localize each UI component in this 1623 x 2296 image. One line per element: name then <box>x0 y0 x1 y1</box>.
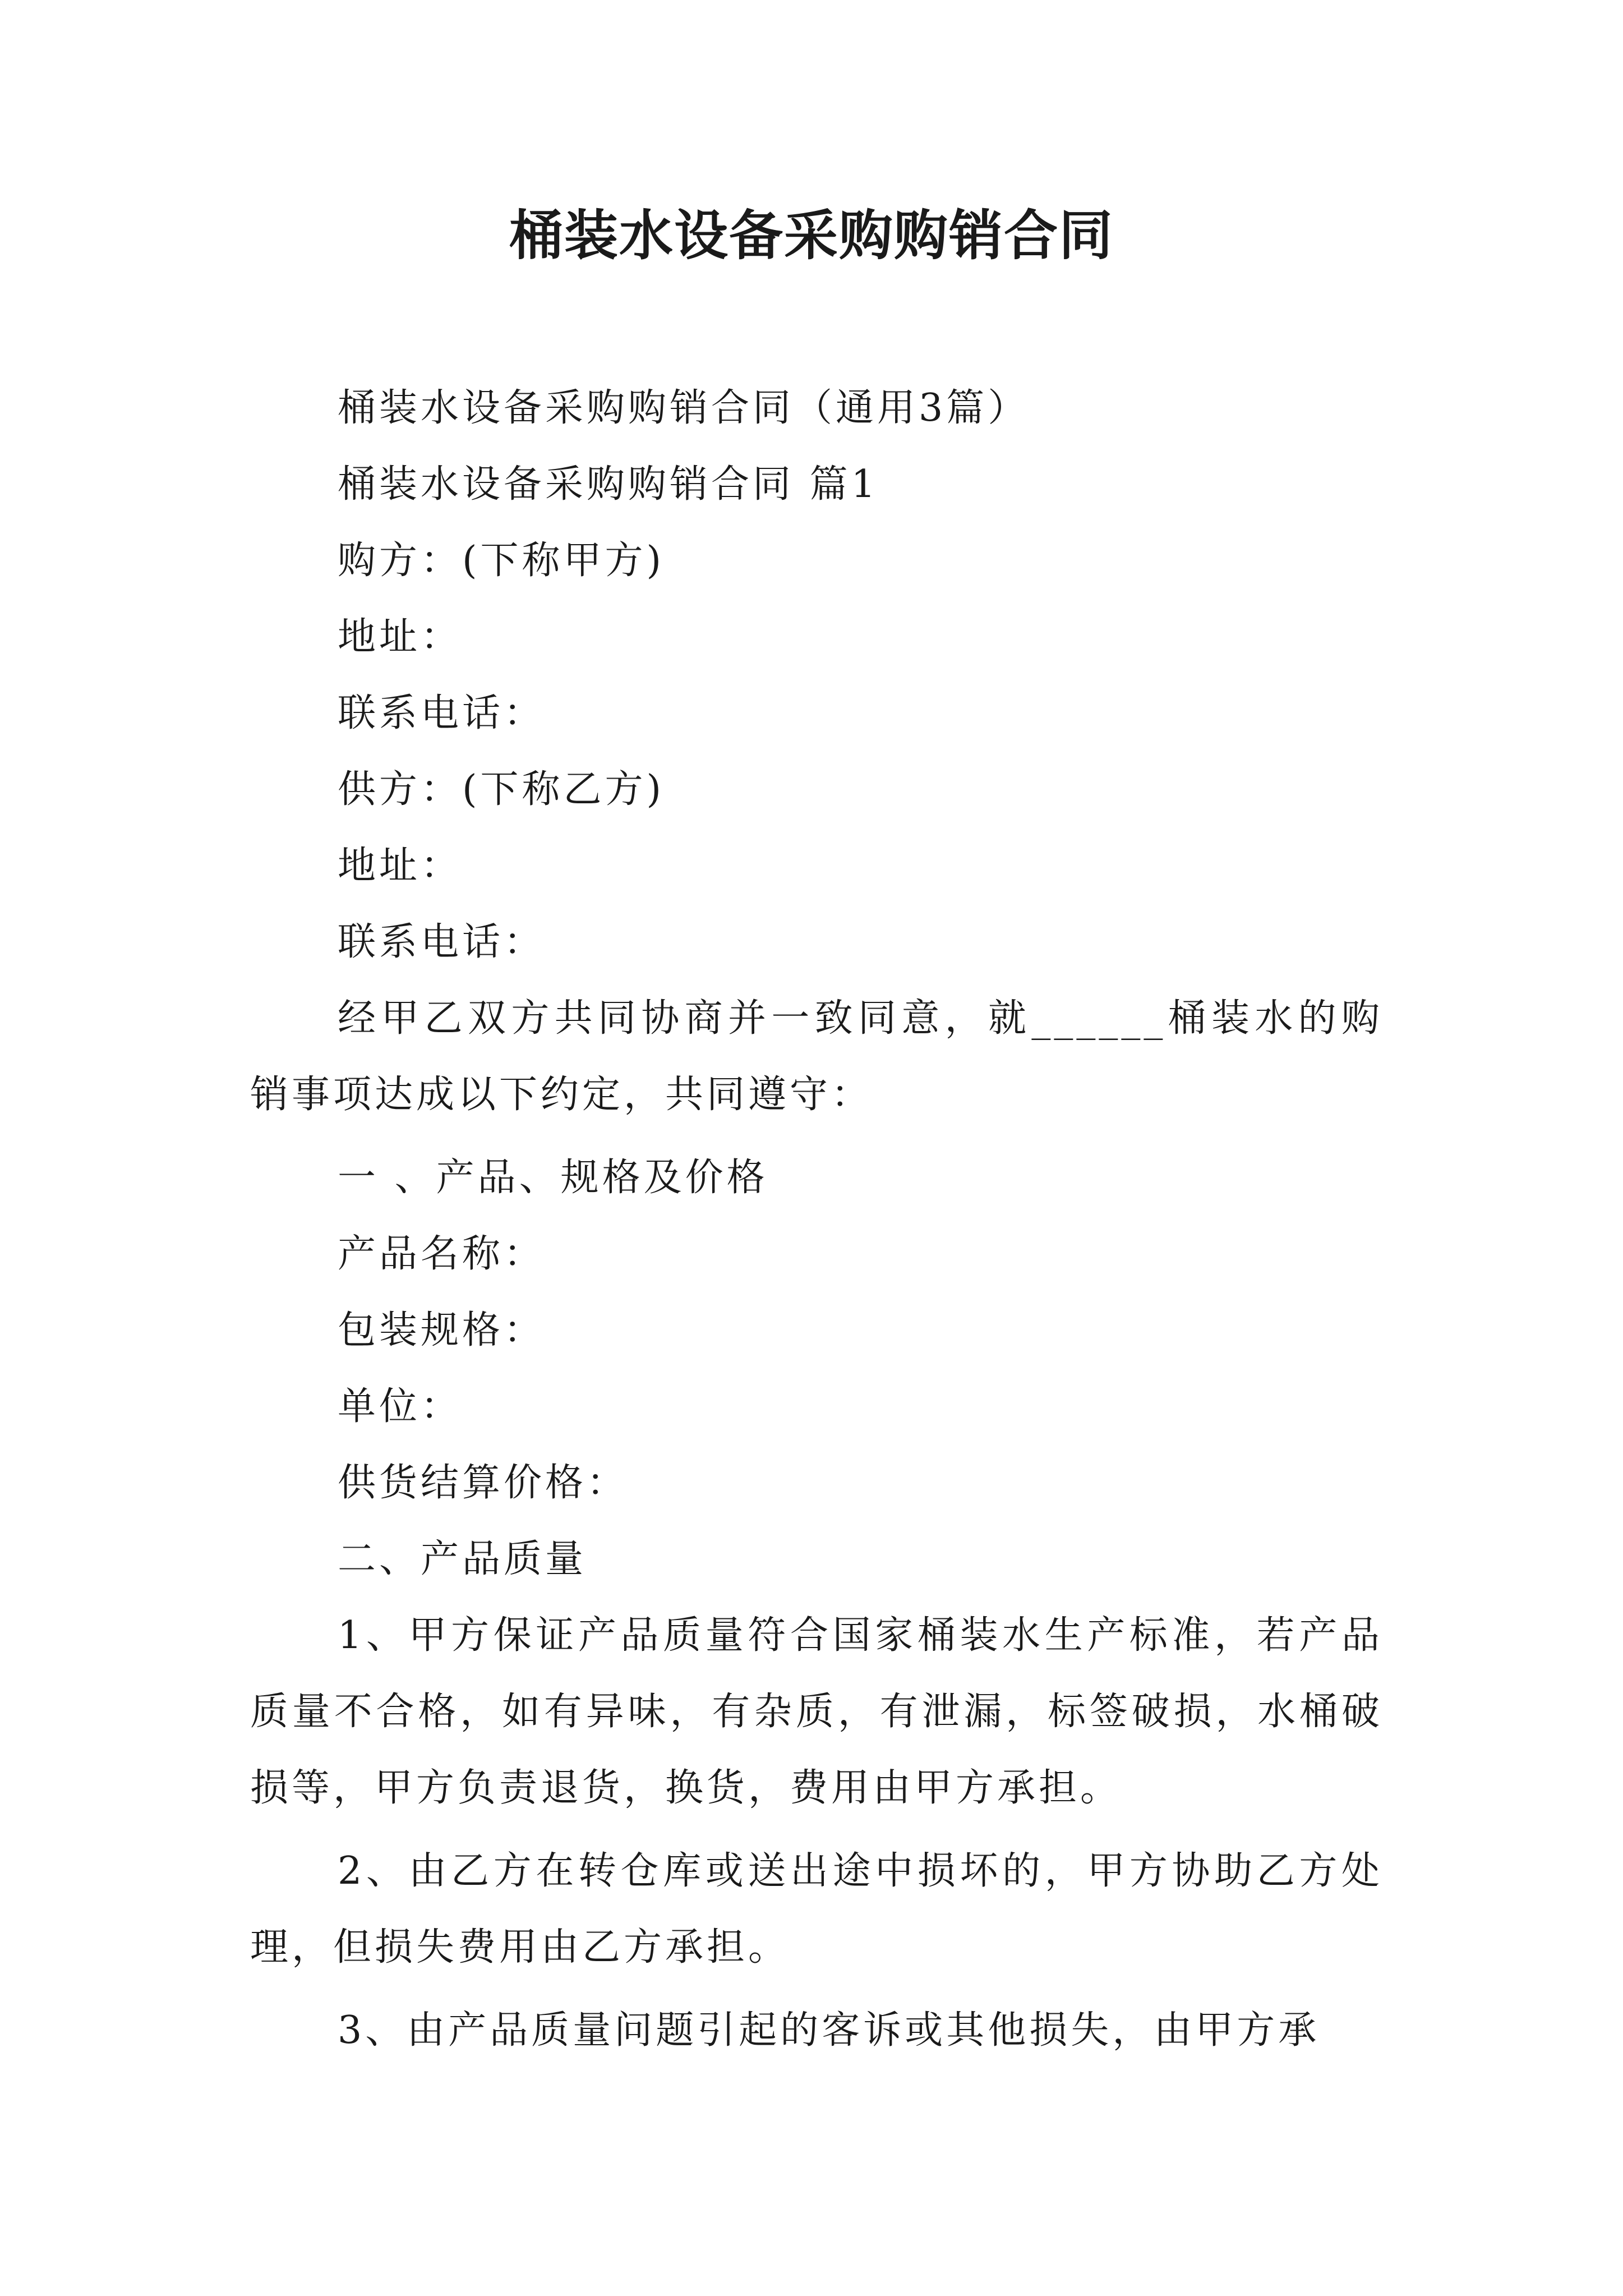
paragraph-clause-1-heading: 一 、产品、规格及价格 <box>338 1156 768 1200</box>
paragraph-buyer-address: 地址： <box>338 615 463 659</box>
paragraph-agreement-intro: 经甲乙双方共同协商并一致同意，就______桶装水的购销事项达成以下约定，共同遵守： <box>250 996 1383 1117</box>
document-body <box>250 370 1383 2069</box>
paragraph-quality-2: 2、由乙方在转仓库或送出途中损坏的，甲方协助乙方处理，但损失费用由乙方承担。 <box>250 1849 1383 1970</box>
paragraph-supplier: 供方：(下称乙方) <box>338 767 665 812</box>
document-title: 桶装水设备采购购销合同 <box>509 204 1114 267</box>
paragraph-subtitle: 桶装水设备采购购销合同（通用3篇） <box>338 386 1030 430</box>
paragraph-clause-2-heading: 二、产品质量 <box>338 1537 587 1581</box>
paragraph-supplier-address: 地址： <box>338 844 463 888</box>
paragraph-product-name: 产品名称： <box>338 1232 546 1276</box>
paragraph-supplier-phone: 联系电话： <box>338 920 546 964</box>
paragraph-package-spec: 包装规格： <box>338 1308 546 1352</box>
paragraph-buyer-phone: 联系电话： <box>338 691 546 735</box>
paragraph-unit: 单位： <box>338 1384 463 1429</box>
paragraph-quality-1: 1、甲方保证产品质量符合国家桶装水生产标准，若产品质量不合格，如有异味，有杂质，有泄漏，标签破损，水桶破损等，甲方负责退货，换货，费用由甲方承担。 <box>250 1613 1383 1810</box>
paragraph-section-heading: 桶装水设备采购购销合同 篇1 <box>338 462 879 507</box>
paragraph-settlement-price: 供货结算价格： <box>338 1461 629 1505</box>
paragraph-quality-3: 3、由产品质量问题引起的客诉或其他损失，由甲方承 <box>338 2008 1320 2053</box>
paragraph-buyer: 购方：(下称甲方) <box>338 539 665 583</box>
